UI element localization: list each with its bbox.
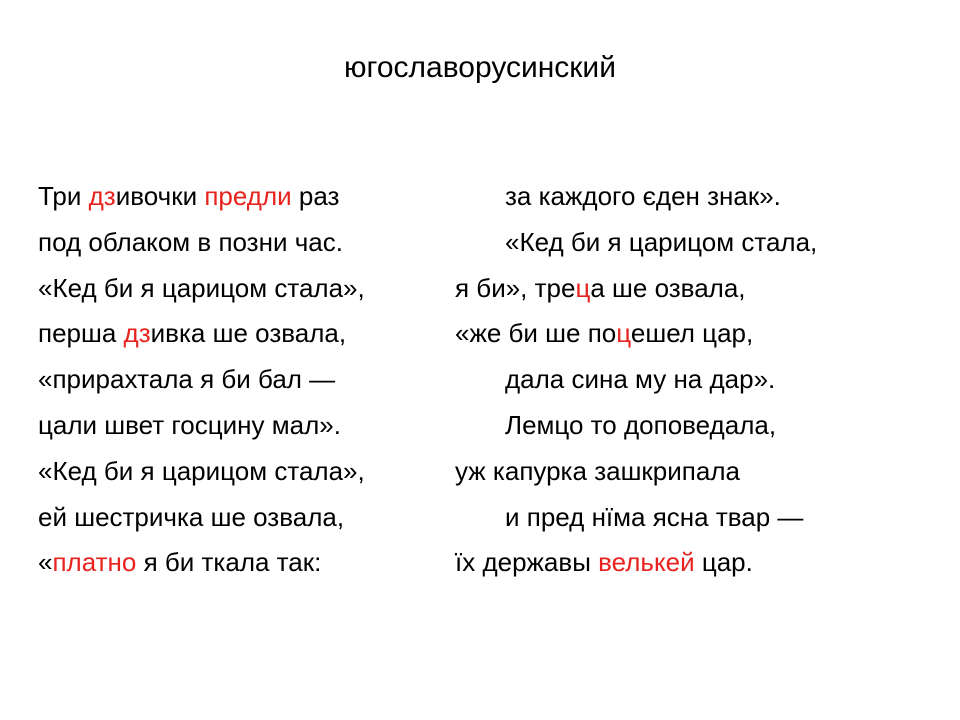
poem-text: Лемцо то доповедала, [505, 409, 777, 440]
poem-line [38, 357, 365, 403]
highlighted-text: ц [616, 318, 631, 349]
poem-text: ей шестричка ше озвала, [38, 501, 345, 532]
poem-line [38, 174, 365, 220]
poem-line [38, 311, 365, 357]
poem-line [455, 220, 817, 266]
poem-line [455, 540, 817, 586]
poem-line [38, 220, 365, 266]
poem-line [455, 495, 817, 541]
poem-line [38, 540, 365, 586]
poem-text: «Кед би я царицом стала», [38, 455, 365, 486]
poem-text: «прирахтала я би бал — [38, 364, 336, 395]
poem-text: дала сина му на дар». [505, 364, 776, 395]
poem-text: за каждого єден знак». [505, 181, 781, 211]
highlighted-text: дз [88, 181, 116, 211]
poem-line [38, 495, 365, 541]
poem-column-left [38, 174, 365, 586]
poem-text: «же би ше по [455, 318, 617, 349]
poem-column-right [455, 174, 817, 586]
poem-text: Три [38, 181, 89, 211]
poem-line [455, 357, 817, 403]
poem-text: їх державы [455, 547, 599, 578]
poem-line [455, 174, 817, 220]
poem-text: раз [291, 181, 340, 211]
poem-text: цар. [694, 547, 753, 578]
poem-text: и пред нїма ясна твар — [505, 501, 804, 532]
highlighted-text: велькей [598, 547, 695, 578]
highlighted-text: ц [575, 272, 591, 303]
highlighted-text: предли [204, 181, 292, 211]
poem-text: «Кед би я царицом стала, [505, 226, 818, 257]
poem-text: «Кед би я царицом стала», [38, 272, 365, 303]
poem-line [455, 449, 817, 495]
poem-text: я би», тре [455, 272, 576, 303]
poem-text: « [38, 547, 53, 578]
poem-text: ивочки [115, 181, 205, 211]
poem-line [38, 449, 365, 495]
poem-text: а ше озвала, [590, 272, 746, 303]
poem-line [455, 311, 817, 357]
poem-text: перша [38, 318, 124, 349]
poem-line [455, 403, 817, 449]
poem-line [38, 266, 365, 312]
poem-line [38, 403, 365, 449]
poem-text: ивка ше озвала, [150, 318, 347, 349]
highlighted-text: платно [52, 547, 137, 578]
poem-text: цали швет госцину мал». [38, 409, 341, 440]
slide-title: югославорусинский [344, 51, 616, 84]
highlighted-text: дз [123, 318, 151, 349]
poem-line [455, 266, 817, 312]
poem-text: уж капурка зашкрипала [455, 455, 740, 486]
poem-text: ешел цар, [630, 318, 754, 349]
poem-text: под облаком в позни час. [38, 226, 343, 257]
poem-text: я би ткала так: [136, 547, 322, 578]
